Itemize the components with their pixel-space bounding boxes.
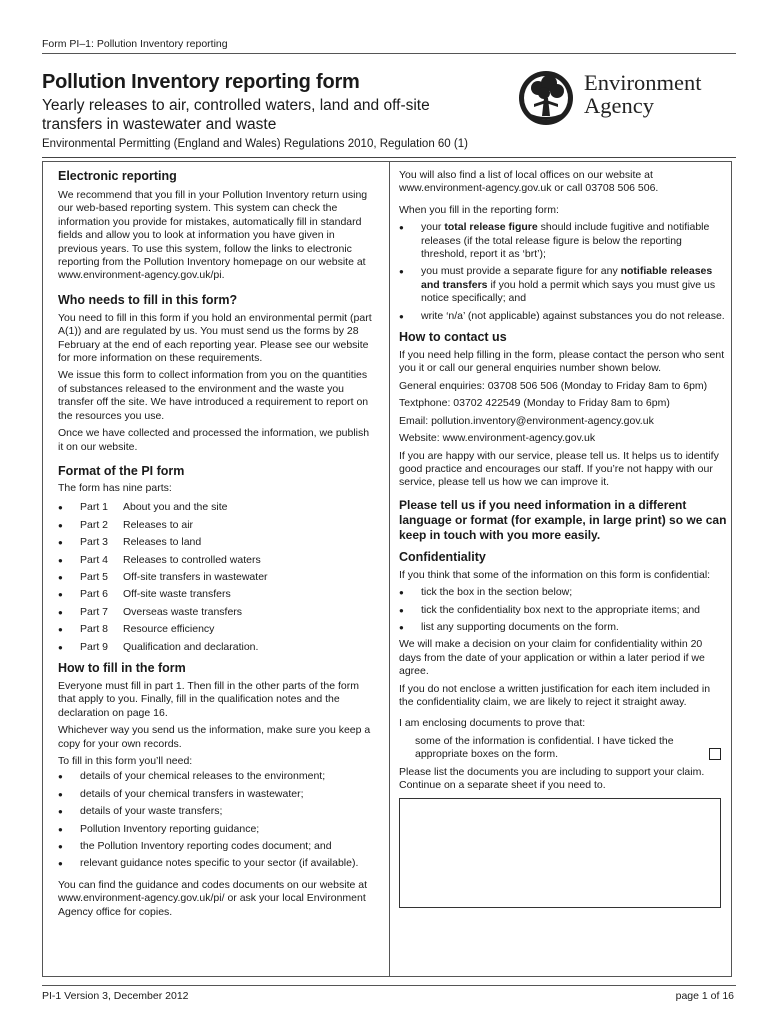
- list-item: ● you must provide a separate figure for any notifiable releases and transfers if you hold a permit which says you must give us notice specifically; and: [399, 265, 727, 305]
- list-item: ● Part 3 Releases to land: [58, 536, 376, 549]
- page-number: page 1 of 16: [675, 990, 734, 1002]
- local-offices-text: You will also find a list of local offices on our website at www.environment-agency.gov.uk or call 03708 506 506.: [399, 169, 659, 195]
- title-divider: [42, 157, 736, 158]
- list-item: ● tick the confidentiality box next to the appropriate items; and: [399, 604, 727, 617]
- confidentiality-intro: If you think that some of the information on this form is confidential:: [399, 568, 711, 581]
- supporting-documents-field[interactable]: [399, 798, 721, 908]
- list-item: ● relevant guidance notes specific to your sector (if available).: [58, 857, 376, 870]
- list-item: ● Part 2 Releases to air: [58, 519, 376, 532]
- list-item: ● list any supporting documents on the form.: [399, 621, 727, 634]
- needs-list: [58, 770, 376, 870]
- how-to-fill-paragraph-1: Everyone must fill in part 1. Then fill in the other parts of the form that apply to you. Finally, fill in the qualification notes and the declaration on page 16.: [58, 679, 359, 719]
- confidential-statement-row: [399, 735, 727, 762]
- who-needs-paragraph-2: We issue this form to collect information from you on the quantities of substances released to the environment and the waste you transfer off the site. We have introduced a requirement to report on the resources you use.: [58, 369, 369, 422]
- list-item: ● details of your chemical releases to the environment;: [58, 770, 376, 783]
- confidentiality-list: [399, 586, 727, 634]
- list-item: ● tick the box in the section below;: [399, 586, 727, 599]
- header-divider: [42, 53, 736, 54]
- contact-website: Website: www.environment-agency.gov.uk: [399, 432, 596, 445]
- environment-agency-logo: [516, 68, 746, 128]
- reporting-rules-list: [399, 221, 727, 323]
- list-item: ● your total release figure should include fugitive and notifiable releases (if the total release figure is below the reporting threshold, report it as ‘brt’);: [399, 221, 727, 261]
- contact-heading: How to contact us: [399, 330, 507, 345]
- who-needs-paragraph-1: You need to fill in this form if you hold an environmental permit (part A(1)) and are regulated by us. You must send us the forms by 28 February at the end of each reporting year. Please see our website for more information on these requirements.: [58, 311, 372, 365]
- list-item: ● details of your chemical transfers in wastewater;: [58, 788, 376, 801]
- confidentiality-decision: We will make a decision on your claim for confidentiality within 20 days from the date of your application or within a later period if we agree.: [399, 638, 705, 678]
- how-to-fill-paragraph-3: To fill in this form you’ll need:: [58, 755, 193, 767]
- form-title: Pollution Inventory reporting form: [42, 71, 360, 93]
- list-item: ● Part 9 Qualification and declaration.: [58, 641, 376, 654]
- list-item: ● Part 6 Off-site waste transfers: [58, 588, 376, 601]
- general-enquiries: General enquiries: 03708 506 506 (Monday to Friday 8am to 6pm): [399, 379, 708, 392]
- who-needs-paragraph-3: Once we have collected and processed the information, we publish it on our website.: [58, 427, 370, 453]
- enclosing-documents-label: I am enclosing documents to prove that:: [399, 717, 586, 730]
- column-divider: [389, 161, 390, 977]
- confidentiality-justification: If you do not enclose a written justification for each item included in the confidentiality claim, we are likely to reject it straight away.: [399, 682, 711, 708]
- alternative-format-notice: Please tell us if you need information in a different language or format (for example, in large print) so we can keep in touch with you more easily.: [399, 497, 727, 542]
- logo-wordmark-line2: Agency: [584, 93, 654, 118]
- left-column: [58, 169, 376, 923]
- footer-divider: [42, 985, 736, 986]
- list-item: ● Part 8 Resource efficiency: [58, 623, 376, 636]
- version-label: PI-1 Version 3, December 2012: [42, 990, 189, 1002]
- how-to-fill-heading: How to fill in the form: [58, 660, 186, 675]
- confidentiality-checkbox[interactable]: [709, 748, 721, 760]
- textphone: Textphone: 03702 422549 (Monday to Friday 8am to 6pm): [399, 397, 670, 410]
- running-head: Form PI–1: Pollution Inventory reporting: [42, 38, 228, 50]
- confidential-statement: some of the information is confidential. I have ticked the appropriate boxes on the form.: [415, 734, 674, 761]
- confidentiality-heading: Confidentiality: [399, 549, 486, 564]
- how-to-fill-paragraph-4: You can find the guidance and codes documents on our website at www.environment-agency.gov.uk/pi/ or ask your local Environment Agency office for copies.: [58, 878, 367, 918]
- list-item: ● Part 1 About you and the site: [58, 501, 376, 514]
- regulation-reference: Environmental Permitting (England and Wales) Regulations 2010, Regulation 60 (1): [42, 138, 468, 150]
- list-item: ● details of your waste transfers;: [58, 805, 376, 818]
- list-item: ● Part 4 Releases to controlled waters: [58, 554, 376, 567]
- electronic-reporting-text: We recommend that you fill in your Pollution Inventory return using our web-based reporting system. This system can check the information you provide for mistakes, automatically fill in standard fields and allow you to look at information you have given in previous years. To use this system, follow the links to electronic reporting from the Pollution Inventory homepage on our website at www.environment-agency.gov.uk/pi.: [58, 189, 368, 282]
- how-to-fill-paragraph-2: Whichever way you send us the information, make sure you keep a copy for your own records.: [58, 724, 371, 750]
- right-column: [399, 169, 727, 908]
- contact-email: Email: pollution.inventory@environment-agency.gov.uk: [399, 414, 654, 427]
- contact-paragraph: If you need help filling in the form, please contact the person who sent you it or call our general enquiries number shown below.: [399, 349, 725, 375]
- list-item: ● write ‘n/a’ (not applicable) against substances you do not release.: [399, 310, 727, 323]
- tree-figure-logo-icon: [516, 68, 578, 128]
- format-intro: The form has nine parts:: [58, 481, 172, 494]
- when-you-fill-intro: When you fill in the reporting form:: [399, 203, 559, 216]
- feedback-paragraph: If you are happy with our service, please tell us. It helps us to identify good practice and encourages our staff. If you’re not happy with our service, please tell us how we can improve it.: [399, 449, 719, 489]
- list-item: ● Pollution Inventory reporting guidance;: [58, 823, 376, 836]
- list-documents-instruction: Please list the documents you are including to support your claim. Continue on a separate sheet if you need to.: [399, 765, 705, 791]
- list-item: ● the Pollution Inventory reporting codes document; and: [58, 840, 376, 853]
- logo-wordmark-line1: Environment: [584, 70, 702, 95]
- parts-list: [58, 501, 376, 654]
- who-needs-heading: Who needs to fill in this form?: [58, 292, 238, 307]
- electronic-reporting-heading: Electronic reporting: [58, 169, 177, 183]
- list-item: ● Part 7 Overseas waste transfers: [58, 606, 376, 619]
- format-heading: Format of the PI form: [58, 463, 185, 478]
- list-item: ● Part 5 Off-site transfers in wastewater: [58, 571, 376, 584]
- form-subtitle: Yearly releases to air, controlled waters, land and off-site transfers in wastewater and waste: [42, 97, 430, 133]
